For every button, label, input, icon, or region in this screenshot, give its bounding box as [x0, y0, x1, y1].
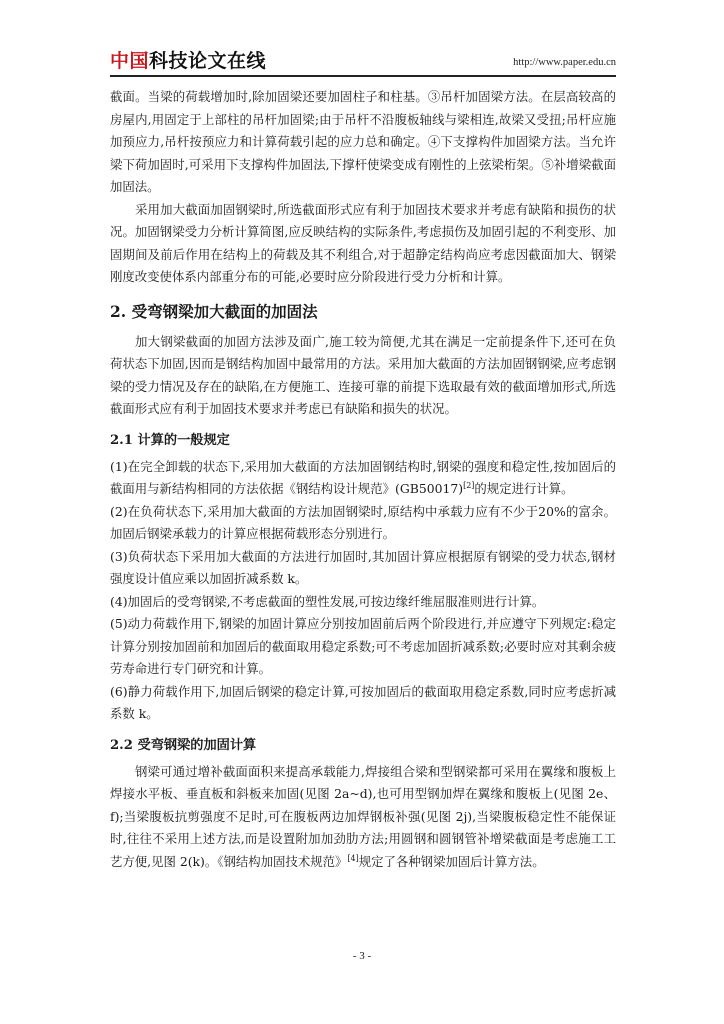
citation-ref: [2]: [463, 480, 475, 490]
page-body: [110, 86, 616, 873]
logo-red-text: 中国: [110, 50, 150, 72]
paragraph-continued: 截面。当梁的荷载增加时,除加固梁还要加固柱子和柱基。③吊杆加固梁方法。在层高较高的房屋内,用固定于上部柱的吊杆加固梁;由于吊杆不沿腹板轴线与梁相连,故梁又受扭;吊杆应施加预应力,吊杆按预应力和计算荷载引起的应力总和确定。④下支撑构件加固梁方法。当允许梁下荷加固时,可采用下支撑构件加固法,下撑杆使梁变成有刚性的上弦梁桁架。⑤补增梁截面加固法。: [110, 89, 616, 194]
section-heading: 2. 受弯钢梁加大截面的加固法: [110, 301, 318, 321]
paragraph: 加大钢梁截面的加固方法涉及面广,施工较为简便,尤其在满足一定前提条件下,还可在负荷状态下加固,因而是钢结构加固中最常用的方法。采用加大截面的方法加固钢钢梁,应考虑钢梁的受力情况及存在的缺陷,在方便施工、连接可靠的前提下选取最有效的截面增加形式,所选截面形式应有利于加固技术要求并考虑已有缺陷和损失的状况。: [110, 333, 616, 416]
page-number: - 3 -: [352, 950, 372, 962]
header-url[interactable]: http://www.paper.edu.cn: [513, 57, 616, 68]
paragraph-text: 钢梁可通过增补截面面积来提高承载能力,焊接组合梁和型钢梁都可采用在翼缘和腹板上焊接水平板、垂直板和斜板来加固(见图 2a~d),也可用型钢加焊在翼缘和腹板上(见图 2e、f);当梁腹板抗剪强度不足时,可在腹板两边加焊钢板补强(见图 2j),当梁腹板稳定性不能保证时,往往不采用上述方法,而是设置附加加劲肋方法;用圆钢和圆钢管补增梁截面是考虑施工工艺方便,见图 2(k)。《钢结构加固技术规范》: [110, 763, 616, 869]
subsection-heading: 2.1 计算的一般规定: [110, 432, 230, 448]
rule-item: (6)静力荷载作用下,加固后钢梁的稳定计算,可按加固后的截面取用稳定系数,同时应考虑折减系数 k。: [110, 683, 616, 721]
rule-text: (1)在完全卸载的状态下,采用加大截面的方法加固钢结构时,钢梁的强度和稳定性,按加固后的截面用与新结构相同的方法依据《钢结构设计规范》(GB50017): [110, 458, 616, 496]
page-header: [110, 50, 616, 74]
paragraph: 采用加大截面加固钢梁时,所选截面形式应有利于加固技术要求并考虑有缺陷和损伤的状况。加固钢梁受力分析计算简图,应反映结构的实际条件,考虑损伤及加固引起的不利变形、加固期间及前后作用在结构上的荷载及其不利组合,对于超静定结构尚应考虑因截面加大、钢梁刚度改变使体系内部重分布的可能,必要时应分阶段进行受力分析和计算。: [110, 201, 616, 284]
rule-item: (2)在负荷状态下,采用加大截面的方法加固钢梁时,原结构中承载力应有不少于20%的富余。加固后钢梁承载力的计算应根据荷载形态分别进行。: [110, 503, 616, 541]
rule-item: (5)动力荷载作用下,钢梁的加固计算应分别按加固前后两个阶段进行,并应遵守下列规定:稳定计算分别按加固前和加固后的截面取用稳定系数;可不考虑加固折减系数;必要时应对其剩余疲劳寿命进行专门研究和计算。: [110, 616, 616, 676]
rule-item: (4)加固后的受弯钢梁,不考虑截面的塑性发展,可按边缘纤维屈服准则进行计算。: [110, 593, 545, 609]
paragraph: [110, 761, 616, 874]
subsection-heading: 2.2 受弯钢梁的加固计算: [110, 737, 257, 753]
rule-text: 的规定进行计算。: [474, 481, 574, 496]
paragraph-text: 规定了各种钢梁加固后计算方法。: [358, 853, 545, 869]
rule-item: (3)负荷状态下采用加大截面的方法进行加固时,其加固计算应根据原有钢梁的受力状态,钢材强度设计值应乘以加固折减系数 k。: [110, 548, 616, 586]
logo-black-text: 科技论文在线: [149, 50, 267, 72]
rule-item: [110, 456, 616, 501]
journal-logo: [110, 50, 266, 72]
citation-ref: [4]: [347, 853, 359, 863]
header-divider: [110, 75, 616, 77]
